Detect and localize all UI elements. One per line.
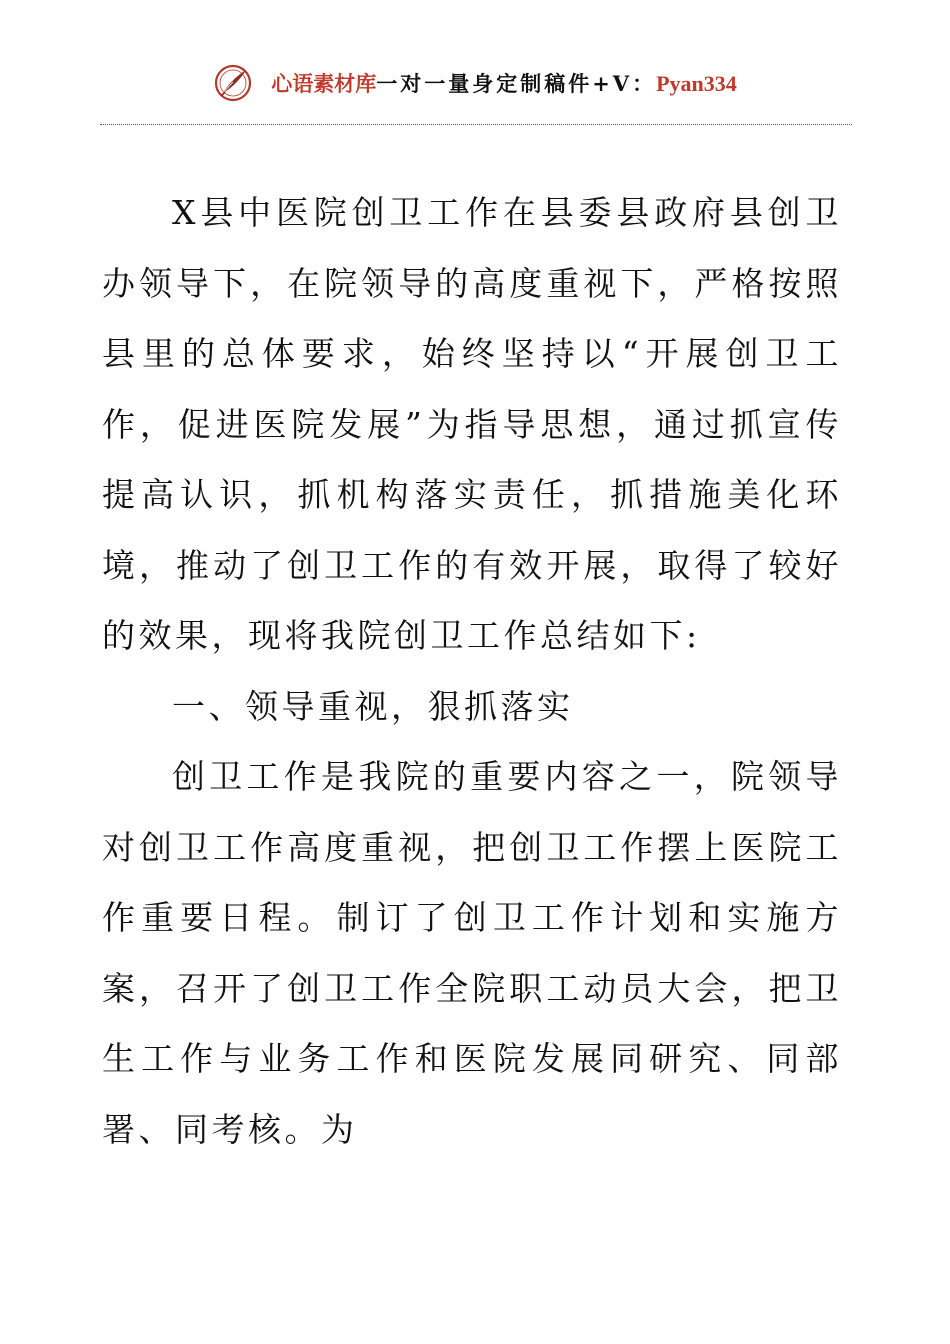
intro-paragraph: X县中医院创卫工作在县委县政府县创卫办领导下，在院领导的高度重视下，严格按照县里的总体要求，始终坚持以“开展创卫工作，促进医院发展”为指导思想，通过抓宣传提高认识，抓机构落实责任，抓措施美化环境，推动了创卫工作的有效开展，取得了较好的效果，现将我院创卫工作总结如下: xyxy=(102,193,842,655)
section-paragraph: 创卫工作是我院的重要内容之一，院领导对创卫工作高度重视，把创卫工作摆上医院工作重要日程。制订了创卫工作计划和实施方案，召开了创卫工作全院职工动员大会，把卫生工作与业务工作和医院发展同研究、同部署、同考核。为 xyxy=(102,757,842,1149)
section-heading: 一、领导重视，狠抓落实 xyxy=(172,686,574,726)
header-divider xyxy=(100,124,852,125)
page-header xyxy=(0,58,950,108)
document-body xyxy=(102,178,842,1165)
header-tagline: 一对一量身定制稿件+V： xyxy=(376,71,657,96)
quill-pen-logo-icon xyxy=(213,63,253,103)
contact-id: Pyan334 xyxy=(656,71,737,96)
brand-name: 心语素材库 xyxy=(271,72,377,96)
header-banner xyxy=(271,68,737,98)
